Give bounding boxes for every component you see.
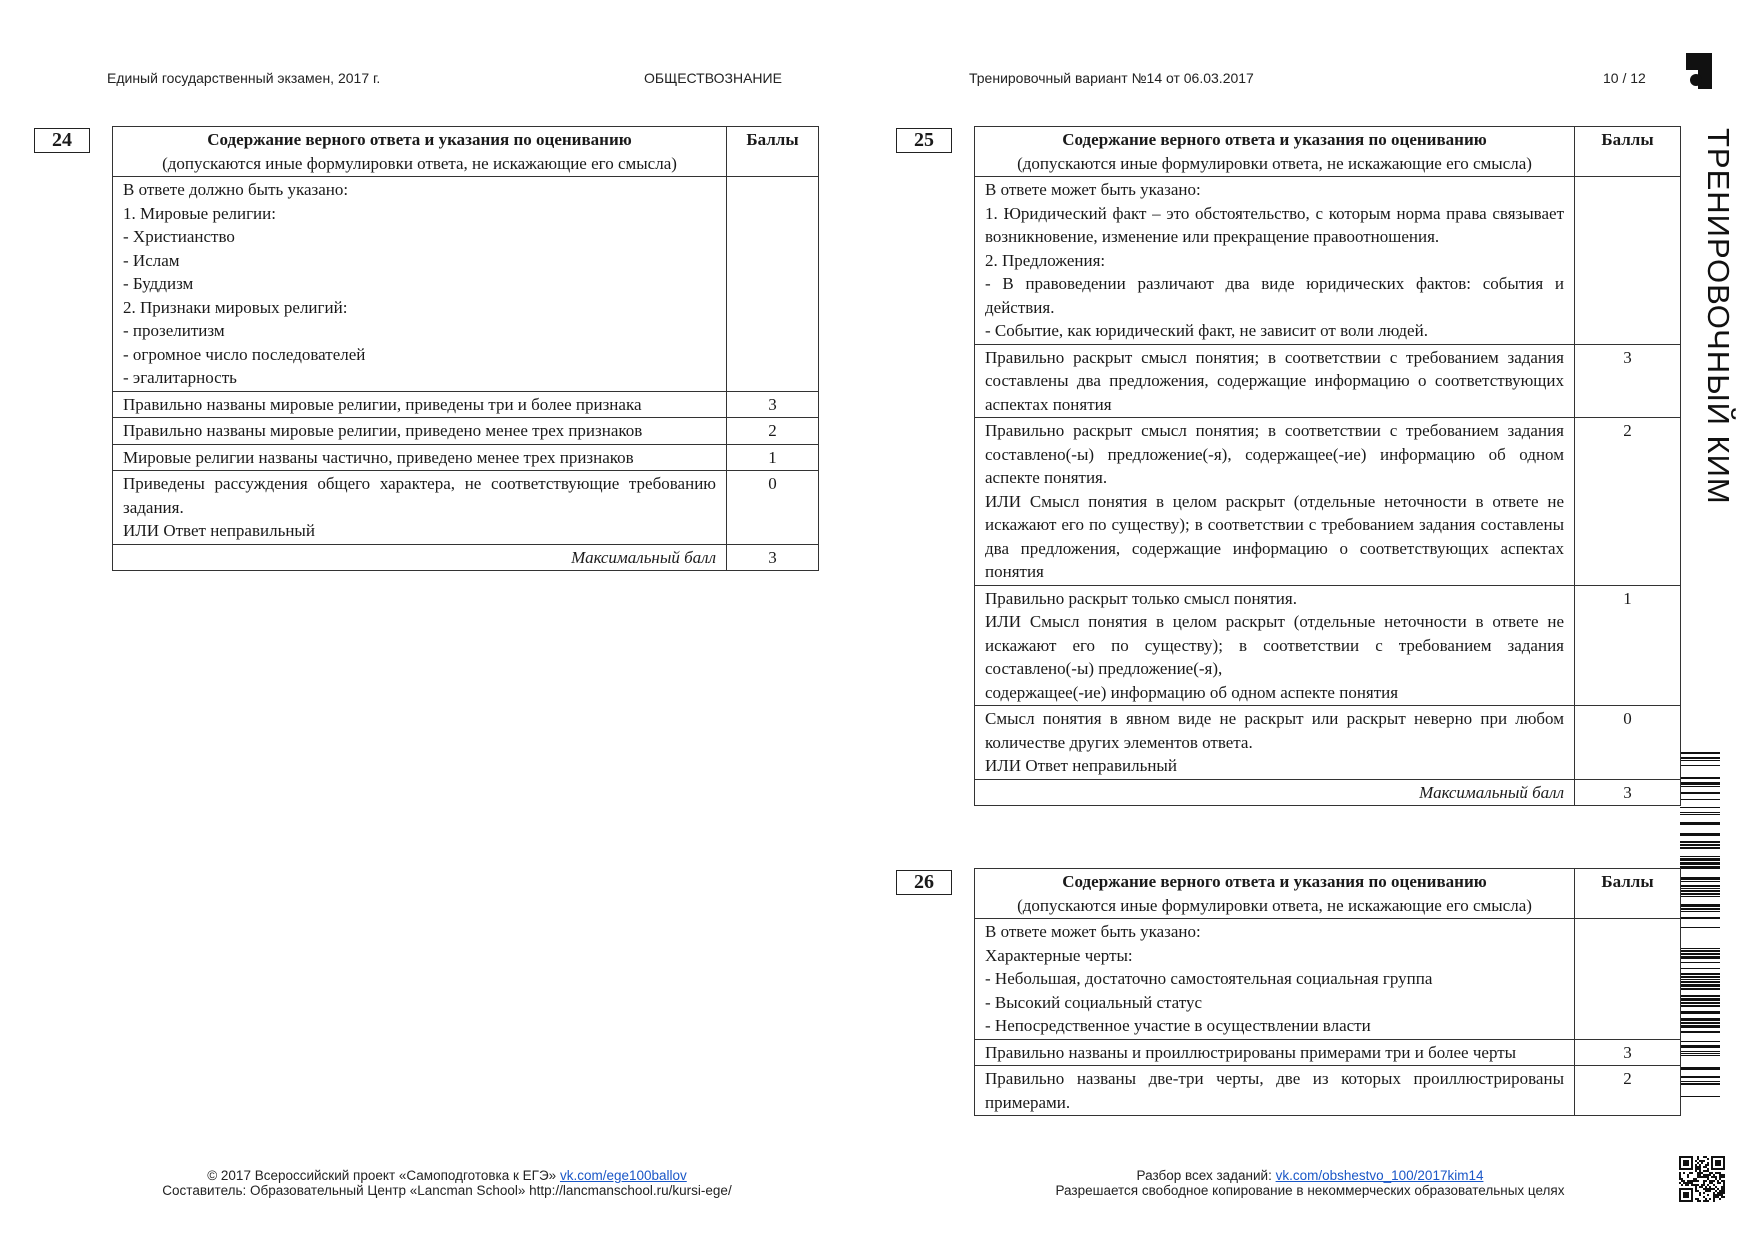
criteria-text: Мировые религии названы частично, приведено менее трех признаков: [113, 444, 727, 471]
content-line: - В правоведении различают два виде юридических фактов: события и действия.: [985, 274, 1564, 317]
criteria-score: 1: [727, 444, 819, 471]
table-header-subtitle: (допускаются иные формулировки ответа, не искажающие его смысла): [162, 153, 677, 173]
criteria-text: Правильно названы две-три черты, две из которых проиллюстрированы примерами.: [975, 1066, 1575, 1116]
criteria-text-alt: ИЛИ Ответ неправильный: [123, 521, 315, 540]
content-line: 1. Мировые религии:: [123, 203, 276, 223]
content-line: - прозелитизм: [123, 321, 225, 340]
footer-vk-link[interactable]: vk.com/ege100ballov: [559, 1168, 687, 1183]
max-score-row: [113, 544, 819, 571]
score-column-header: Баллы: [1575, 127, 1681, 177]
header-subject: ОБЩЕСТВОЗНАНИЕ: [644, 70, 782, 86]
footer-copyright: [120, 1168, 774, 1183]
criteria-score: 3: [727, 391, 819, 418]
content-line: - Небольшая, достаточно самостоятельная социальная группа: [985, 969, 1433, 988]
criteria-text: Правильно названы мировые религии, приведено менее трех признаков: [113, 418, 727, 445]
content-line: - Буддизм: [123, 274, 194, 293]
page-marker-icon: [1686, 53, 1712, 89]
footer-author: Составитель: Образовательный Центр «Lancman School» http://lancmanschool.ru/kursi-ege/: [162, 1183, 732, 1198]
content-line: - огромное число последователей: [123, 344, 366, 364]
max-score-label: Максимальный балл: [113, 544, 727, 571]
content-line: Характерные черты:: [985, 945, 1133, 965]
criteria-score: 2: [1575, 1066, 1681, 1116]
criteria-table-26: [974, 868, 1681, 1116]
criteria-text-alt: ИЛИ Ответ неправильный: [985, 756, 1177, 775]
table-header-title: Содержание верного ответа и указания по оцениванию: [207, 130, 632, 149]
footer-analysis-link[interactable]: vk.com/obshestvo_100/2017kim14: [1275, 1168, 1484, 1183]
table-header-title: Содержание верного ответа и указания по оцениванию: [1062, 872, 1487, 891]
max-score-value: 3: [1575, 779, 1681, 806]
footer-left: [120, 1168, 774, 1198]
criteria-table-24: [112, 126, 819, 571]
criteria-text: Правильно названы и проиллюстрированы примерами три и более черты: [975, 1039, 1575, 1066]
table-header-row: [975, 127, 1681, 177]
footer-copyright-text: © 2017 Всероссийский проект «Самоподготовка к ЕГЭ»: [207, 1168, 560, 1183]
table-header-row: [975, 869, 1681, 919]
criteria-text: Правильно раскрыт смысл понятия; в соответствии с требованием задания составлены два предложения, содержащие информацию о соответствующих аспектах понятия: [975, 344, 1575, 418]
content-line: - Непосредственное участие в осуществлении власти: [985, 1016, 1371, 1035]
question-number-24: 24: [34, 128, 90, 153]
criteria-score: 2: [1575, 418, 1681, 586]
criteria-score: 3: [1575, 344, 1681, 418]
footer-right: [1010, 1168, 1610, 1198]
criteria-row: [975, 344, 1681, 418]
criteria-row: [975, 706, 1681, 780]
max-score-value: 3: [727, 544, 819, 571]
criteria-text-alt: ИЛИ Смысл понятия в целом раскрыт (отдельные неточности в ответе не искажают его по существу); в соответствии с требованием задания составлены два предложения, содержащие информацию о соответствующих аспектах понятия: [985, 491, 1564, 581]
score-column-header: Баллы: [1575, 869, 1681, 919]
criteria-score: 3: [1575, 1039, 1681, 1066]
header-variant: Тренировочный вариант №14 от 06.03.2017: [969, 70, 1254, 86]
barcode-icon: [1680, 752, 1720, 1102]
criteria-row: [113, 418, 819, 445]
table-header-row: [113, 127, 819, 177]
content-line: - Событие, как юридический факт, не зависит от воли людей.: [985, 321, 1428, 340]
content-line: В ответе может быть указано:: [985, 180, 1201, 199]
criteria-row: [975, 585, 1681, 706]
criteria-text: Смысл понятия в явном виде не раскрыт или раскрыт неверно при любом количестве других элементов ответа.: [985, 709, 1564, 752]
criteria-row: [113, 391, 819, 418]
content-line: В ответе может быть указано:: [985, 922, 1201, 941]
criteria-row: [113, 471, 819, 545]
footer-analysis: [1010, 1168, 1610, 1183]
content-line: - эгалитарность: [123, 368, 237, 387]
header-page-number: 10 / 12: [1603, 70, 1646, 86]
content-line: - Ислам: [123, 250, 180, 270]
criteria-text: Правильно названы мировые религии, приведены три и более признака: [113, 391, 727, 418]
answer-content-row: [975, 919, 1681, 1040]
max-score-label: Максимальный балл: [975, 779, 1575, 806]
content-line: 1. Юридический факт – это обстоятельство, с которым норма права связывает возникновение, изменение или прекращение правоотношения.: [985, 203, 1564, 246]
criteria-score: 0: [1575, 706, 1681, 780]
footer-license: Разрешается свободное копирование в некоммерческих образовательных целях: [1055, 1183, 1565, 1198]
content-line: 2. Признаки мировых религий:: [123, 297, 348, 317]
criteria-score: 2: [727, 418, 819, 445]
criteria-row: [975, 1039, 1681, 1066]
criteria-table-25: [974, 126, 1681, 806]
score-column-header: Баллы: [727, 127, 819, 177]
answer-content-row: [975, 177, 1681, 345]
table-header-title: Содержание верного ответа и указания по оцениванию: [1062, 130, 1487, 149]
question-number-26: 26: [896, 870, 952, 895]
content-line: - Высокий социальный статус: [985, 992, 1202, 1012]
max-score-row: [975, 779, 1681, 806]
criteria-score: 0: [727, 471, 819, 545]
criteria-row: [113, 444, 819, 471]
criteria-row: [975, 418, 1681, 586]
question-number-25: 25: [896, 128, 952, 153]
table-header-subtitle: (допускаются иные формулировки ответа, не искажающие его смысла): [1017, 895, 1532, 915]
footer-analysis-text: Разбор всех заданий:: [1136, 1168, 1276, 1183]
criteria-text: Приведены рассуждения общего характера, не соответствующие требованию задания.: [123, 474, 716, 517]
criteria-score: 1: [1575, 585, 1681, 706]
content-line: 2. Предложения:: [985, 250, 1106, 270]
content-line: В ответе должно быть указано:: [123, 180, 349, 199]
table-header-subtitle: (допускаются иные формулировки ответа, не искажающие его смысла): [1017, 153, 1532, 173]
header-exam-title: Единый государственный экзамен, 2017 г.: [107, 70, 381, 86]
answer-content-row: [113, 177, 819, 392]
criteria-text: Правильно раскрыт только смысл понятия.: [985, 588, 1297, 608]
criteria-text: Правильно раскрыт смысл понятия; в соответствии с требованием задания составлено(-ы) предложение(-я), содержащее(-ие) информацию об одном аспекте понятия.: [985, 421, 1564, 487]
criteria-text-alt: содержащее(-ие) информацию об одном аспекте понятия: [985, 682, 1399, 702]
side-label: ТРЕНИРОВОЧНЫЙ КИМ: [1701, 128, 1736, 505]
qr-code-icon: [1679, 1156, 1725, 1202]
criteria-row: [975, 1066, 1681, 1116]
content-line: - Христианство: [123, 227, 235, 246]
criteria-text-alt: ИЛИ Смысл понятия в целом раскрыт (отдельные неточности в ответе не искажают его по существу); в соответствии с требованием задания составлено(-ы) предложение(-я),: [985, 612, 1564, 678]
